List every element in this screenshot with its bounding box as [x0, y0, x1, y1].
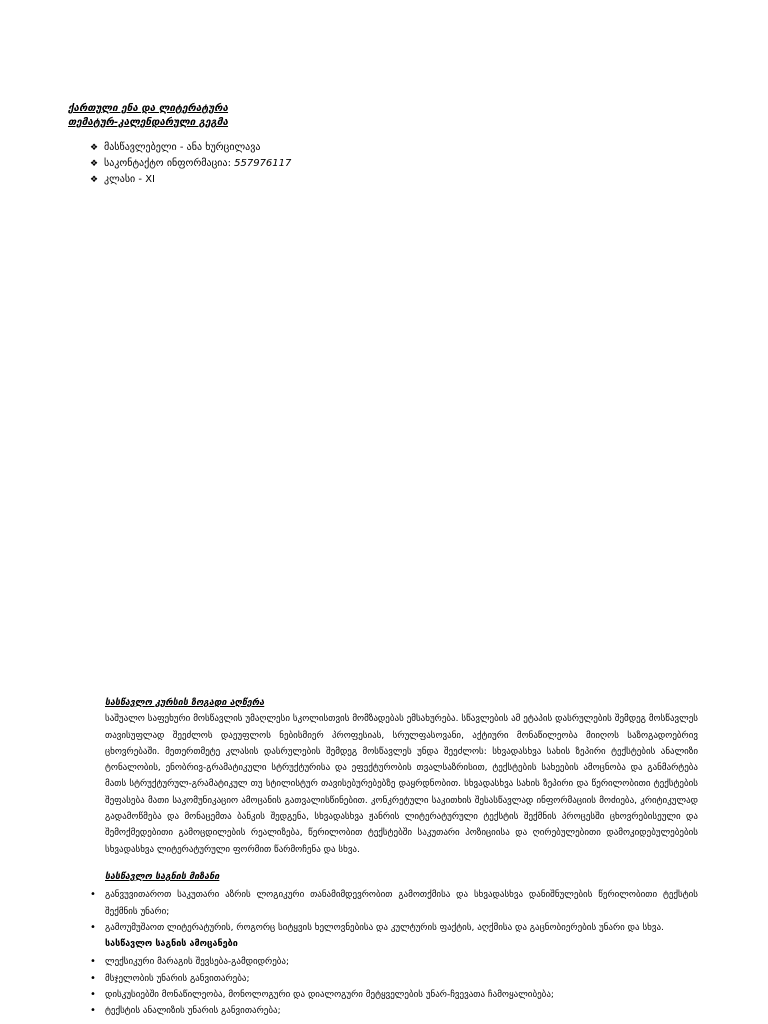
task-item-text: ლექსიკური მარაგის შევსება-გამდიდრება; [105, 957, 290, 968]
course-description-heading: სასწავლო კურსის ზოგადი აღწერა [105, 698, 265, 708]
bullet-icon: • [90, 989, 96, 1001]
task-item-text: ტექსტის ანალიზის უნარის განვითარება; [105, 1006, 281, 1017]
diamond-bullet-icon: ❖ [90, 143, 99, 153]
diamond-bullet-icon: ❖ [90, 175, 99, 185]
subject-title: ქართული ენა და ლიტერატურა [68, 103, 229, 114]
goal-list [90, 887, 698, 936]
bullet-icon: • [90, 956, 96, 968]
teacher-item [90, 140, 291, 156]
task-item [90, 971, 698, 987]
course-description-text: საშუალო საფეხური მოსწავლის უმაღლესი სკოლისთვის მომზადებას ემსახურება. სწავლების ამ ეტაპის დასრულების შემდეგ მოსწავლეს თავისუფლად შეეძლოს დაეუფლოს ნებისმიერ პროფესიას, სრულფასოვანი, აქტიური მონაწილეობა მიიღოს საზოგადოებრივ ცხოვრებაში. მეთერთმეტე კლასის დასრულების შემდეგ მოსწავლეს უნდა შეეძლოს: სხვადასხვა სახის ზეპირი ტექსტების ანალიზი ტონალობის, ენობრივ-გრამატიკული სტრუქტურისა და ეფექტურობის თვალსაზრისით, ტექსტების სახეების ამოცნობა და განმარტება მათს სტრუქტურულ-გრამატიკულ თუ სტილისტურ თავისებურებებზე დაყრდნობით. სხვადასხვა სახის ზეპირი და წერილობითი ტექსტების შეფასება მათი საკომუნიკაციო ამოცანის გათვალისწინებით. კონკრეტული საკითხის შესასწავლად ინფორმაციის მოძიება, კრიტიკულად გადამოწმება და მონაცემთა ბანკის შედგენა, სხვადასხვა ჟანრის ლიტერატურული ტექსტის შექმნის პროცესში ცხოვრებისეული და შემოქმედებითი გამოცდილების რეალიზება, წერილობით ტექსტებში საკუთარი პოზიციისა და ღირებულებითი დამოკიდებულებების სხვადასხვა ლიტერატურული ფორმით წარმოჩენა და სხვა. [105, 714, 698, 855]
tasks-heading: სასწავლო საგნის ამოცანები [105, 939, 238, 950]
teacher-text: მასწავლებელი - ანა ხურცილავა [104, 142, 261, 153]
contact-item [90, 156, 291, 172]
goal-item-text: განვუვითაროთ საკუთარი აზრის ლოგიკური თანამიმდევრობით გამოთქმისა და სხვადასხვა დანიშნულების წერილობითი ტექსტის შექმნის უნარი; [105, 890, 698, 917]
bullet-icon: • [90, 972, 96, 984]
task-item [90, 954, 698, 970]
document-header [68, 102, 228, 130]
bullet-icon: • [90, 921, 96, 933]
goal-item [90, 920, 698, 936]
bullet-icon: • [90, 889, 96, 901]
plan-title: თემატურ-კალენდარული გეგმა [68, 117, 229, 128]
grade-text: კლასი - XI [104, 174, 155, 185]
grade-item [90, 172, 291, 188]
contact-phone: 557976117 [230, 158, 292, 169]
task-item-text: დისკუსიებში მონაწილეობა, მონოლოგური და დიალოგური მეტყველების უნარ-ჩვევათა ჩამოყალიბება; [105, 990, 554, 1001]
contact-label: საკონტაქტო ინფორმაცია: [104, 158, 231, 169]
diamond-bullet-icon: ❖ [90, 159, 99, 169]
task-item [90, 1003, 698, 1019]
task-item-text: მსჯელობის უნარის განვითარება; [105, 973, 250, 984]
tasks-list [90, 954, 698, 1019]
course-section [90, 695, 698, 1020]
goal-heading: სასწავლო საგნის მიზანი [105, 871, 220, 882]
goal-item [90, 887, 698, 920]
teacher-info-list [90, 140, 291, 188]
goal-item-text: გამოუმუშაოთ ლიტერატურის, როგორც სიტყვის ხელოვნებისა და კულტურის ფაქტის, აღქმისა და გაცნობიერების უნარი და სხვა. [105, 922, 664, 933]
bullet-icon: • [90, 1005, 96, 1017]
task-item [90, 987, 698, 1003]
